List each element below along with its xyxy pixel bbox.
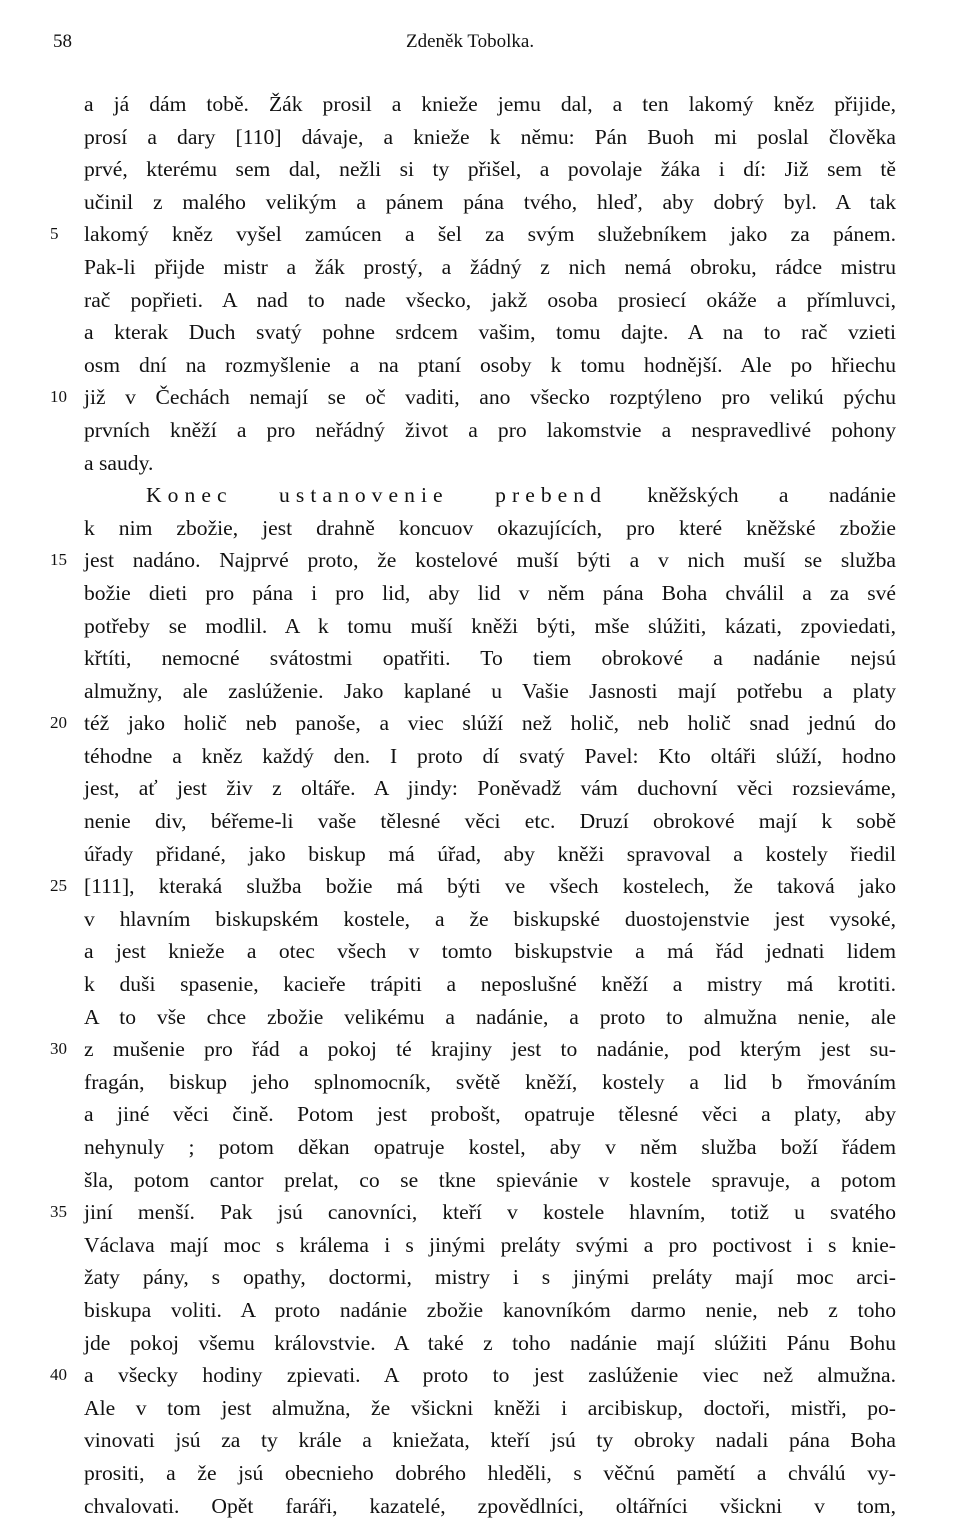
line-text: a jiné věci čině. Potom jest probošt, opatruje tělesné věci a platy, aby [84, 1102, 896, 1127]
text-line [84, 1066, 896, 1099]
line-text: fragán, biskup jeho splnomocník, světě kněží, kostely a lid b řmováním [84, 1069, 896, 1094]
line-text: a kterak Duch svatý pohne srdcem vašim, tomu dajte. A na to rač vzieti [84, 320, 896, 345]
text-line [84, 740, 896, 773]
line-number: 40 [50, 1365, 67, 1385]
text-line [84, 186, 896, 219]
line-text: božie dieti pro pána i pro lid, aby lid v něm pána Boha chválil a za své [84, 580, 896, 605]
text-line [84, 1098, 896, 1131]
line-text: a všecky hodiny zpievati. A proto to jest zaslúženie viec než almužna. [84, 1363, 896, 1388]
line-text: a já dám tobě. Žák prosil a knieže jemu dal, a ten lakomý kněz přijide, [84, 92, 896, 116]
text-line [84, 838, 896, 871]
text-line [84, 1424, 896, 1457]
text-line [84, 1229, 896, 1262]
text-line [84, 805, 896, 838]
text-line [84, 447, 896, 480]
body-text [50, 88, 896, 1522]
text-line [50, 218, 896, 251]
text-line [50, 707, 896, 740]
line-text: chvalovati. Opět faráři, kazatelé, zpovědlníci, oltářníci všickni v tom, [84, 1493, 896, 1518]
line-text: Václava mají moc s králema i s jinými preláty svými a pro poctivost i s knie- [84, 1232, 896, 1257]
text-line [84, 577, 896, 610]
line-text: lakomý kněz vyšel zamúcen a šel za svým služebníkem jako za pánem. [84, 222, 896, 247]
line-text: prosí a dary [110] dávaje, a knieže k němu: Pán Buoh mi poslal člověka [84, 124, 896, 149]
line-text: biskupa voliti. A proto nadánie zbožie kanovníkóm darmo nenie, neb z toho [84, 1297, 896, 1322]
text-line [84, 349, 896, 382]
line-text: A to vše chce zbožie velikému a nadánie, a proto to almužna nenie, ale [84, 1004, 896, 1029]
text-line [84, 772, 896, 805]
text-line [84, 153, 896, 186]
text-line [84, 1392, 896, 1425]
line-text: prositi, a že jsú obecnieho dobrého hleděli, s věčnú pamětí a chválú vy- [84, 1460, 896, 1485]
line-text: již v Čechách nemají se oč vaditi, ano všecko rozptýleno pro velikú pýchu [84, 385, 896, 410]
line-text-rest: kněžských a nadánie [647, 483, 896, 508]
line-text: vinovati jsú za ty krále a kniežata, kteří jsú ty obroky nadali pána Boha [84, 1428, 896, 1453]
line-text: prvé, kterému sem dal, nežli si ty přišel, a povolaje žáka i dí: Již sem tě [84, 157, 896, 182]
line-text: [111], kteraká služba božie má býti ve všech kostelech, že taková jako [84, 874, 896, 899]
line-text: Ale v tom jest almužna, že všickni kněži i arcibiskup, doctoři, mistři, po- [84, 1395, 896, 1420]
text-line [84, 903, 896, 936]
line-text: jest, ať jest živ z oltáře. A jindy: Poněvadž vám duchovní věci rozsieváme, [84, 776, 896, 801]
line-number: 25 [50, 876, 67, 896]
text-line [84, 284, 896, 317]
line-text: šla, potom cantor prelat, co se tkne spievánie v kostele spravuje, a potom [84, 1167, 896, 1192]
line-text: almužny, ale zaslúženie. Jako kaplané u Vašie Jasnosti mají potřebu a platy [84, 678, 896, 703]
line-text: osm dní na rozmyšlenie a na ptaní osoby k tomu hodnější. Ale po hřiechu [84, 352, 896, 377]
text-line [84, 88, 896, 121]
line-text: též jako holič neb panoše, a viec slúží než holič, neb holič snad jednú do [84, 711, 896, 736]
text-line [50, 870, 896, 903]
line-text: nehynuly ; potom děkan opatruje kostel, aby v něm služba boží řádem [84, 1135, 896, 1159]
text-line [84, 1490, 896, 1522]
line-text: z mušenie pro řád a pokoj té krajiny jest to nadánie, pod kterým jest su- [84, 1037, 896, 1062]
text-line [84, 642, 896, 675]
text-line [84, 512, 896, 545]
line-text: žaty pány, s opathy, doctormi, mistry i s jinými preláty mají moc arci- [84, 1265, 896, 1290]
line-number: 15 [50, 550, 67, 570]
spaced-heading-text: Konec ustanovenie prebend [146, 483, 607, 508]
line-text [84, 479, 896, 512]
line-number: 5 [50, 224, 59, 244]
line-text: Pak-li přijde mistr a žák prostý, a žádný z nich nemá obroku, rádce mistru [84, 254, 896, 279]
text-line [84, 1327, 896, 1360]
text-line [84, 1001, 896, 1034]
line-text: a saudy. [84, 450, 154, 475]
line-text: rač popřieti. A nad to nade všecko, jakž osoba prosiecí okáže a přímluvci, [84, 287, 896, 312]
line-text: křtíti, nemocné svátostmi opatřiti. To tiem obrokové a nadánie nejsú [84, 646, 896, 671]
line-text: učinil z malého velikým a pánem pána tvého, hleď, aby dobrý byl. A tak [84, 189, 896, 214]
text-line [84, 1457, 896, 1490]
text-line [84, 610, 896, 643]
line-text: jde pokoj všemu královstvie. A také z toho nadánie mají slúžiti Pánu Bohu [84, 1330, 896, 1355]
text-line [50, 544, 896, 577]
line-text: potřeby se modlil. A k tomu muší kněži býti, mše slúžiti, kázati, zpoviedati, [84, 613, 896, 638]
line-number: 10 [50, 387, 67, 407]
text-line [84, 479, 896, 512]
page-number: 58 [53, 31, 72, 52]
text-line [50, 1033, 896, 1066]
line-text: téhodne a kněz každý den. I proto dí svatý Pavel: Kto oltáři slúží, hodno [84, 743, 896, 768]
line-text: a jest knieže a otec všech v tomto biskupstvie a má řád jednati lidem [84, 939, 896, 964]
text-line [50, 1196, 896, 1229]
text-line [84, 316, 896, 349]
line-text: úřady přidané, jako biskup má úřad, aby kněži spravoval a kostely řiedil [84, 841, 896, 866]
text-line [84, 1131, 896, 1164]
line-text: jiní menší. Pak jsú canovníci, kteří v kostele hlavním, totiž u svatého [84, 1200, 896, 1225]
text-line [50, 381, 896, 414]
line-text: k duši spasenie, kacieře trápiti a neposlušné kněží a mistry má krotiti. [84, 972, 896, 997]
line-text: prvních kněží a pro neřádný život a pro lakomstvie a nespravedlivé pohony [84, 417, 896, 442]
text-line [84, 1164, 896, 1197]
text-line [84, 1261, 896, 1294]
line-number: 30 [50, 1039, 67, 1059]
line-number: 20 [50, 713, 67, 733]
line-text: v hlavním biskupském kostele, a že biskupské duostojenstvie jest vysoké, [84, 906, 896, 931]
line-number: 35 [50, 1202, 67, 1222]
line-text: k nim zbožie, jest drahně koncuov okazujících, pro které kněžské zbožie [84, 515, 896, 540]
text-line [84, 121, 896, 154]
text-line [84, 935, 896, 968]
line-text: jest nadáno. Najprvé proto, že kostelové muší býti a v nich muší se služba [84, 548, 896, 573]
text-line [84, 675, 896, 708]
running-head: Zdeněk Tobolka. [406, 31, 535, 52]
text-line [50, 1359, 896, 1392]
text-line [84, 1294, 896, 1327]
text-line [84, 968, 896, 1001]
text-line [84, 414, 896, 447]
line-text: nenie div, béřeme-li vaše tělesné věci etc. Druzí obrokové mají k sobě [84, 809, 896, 834]
text-line [84, 251, 896, 284]
